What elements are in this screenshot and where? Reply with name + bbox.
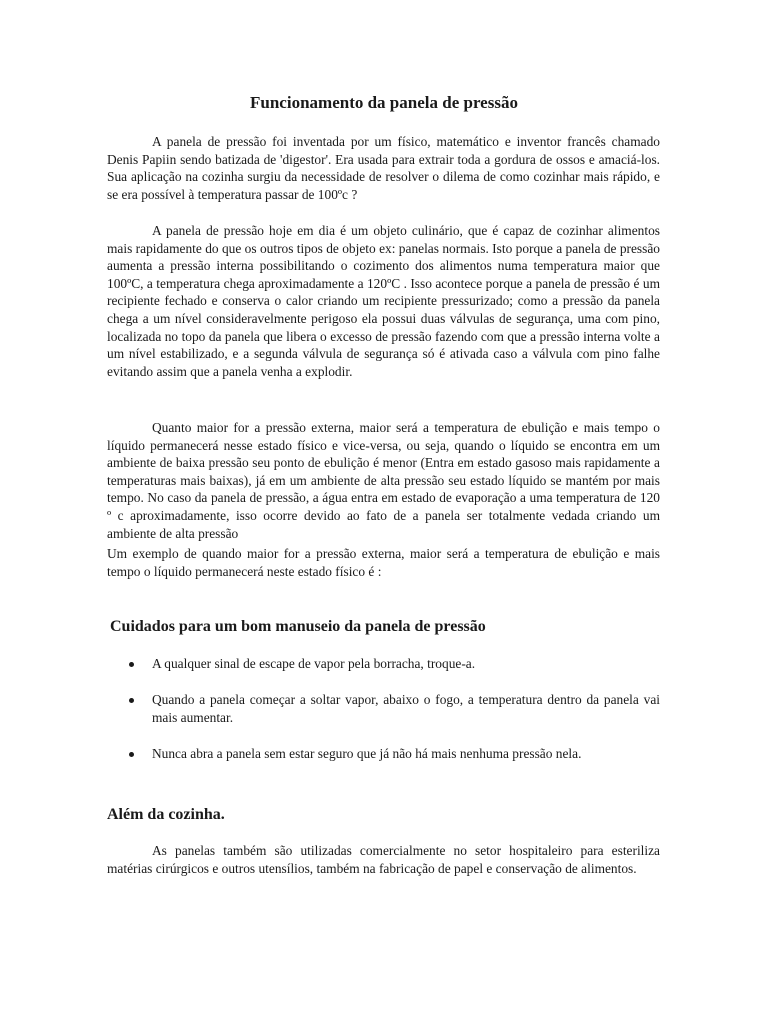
paragraph-pressure-boiling: Quanto maior for a pressão externa, maior será a temperatura de ebulição e mais tempo o líquido permanecerá nesse estado físico e vice-versa, ou seja, quando o líquido se encontra em um ambiente de baixa pressão seu ponto de ebulição é menor (Entra em estado gasoso mais rapidamente a temperaturas mais baixas), já em um ambiente de alta pressão seu estado líquido se mantém por mais tempo. No caso da panela de pressão, a água entra em estado de evaporação a uma temperatura de 120 º c aproximadamente, isso ocorre devido ao fato de a panela ser totalmente vedada criando um ambiente de alta pressão	[107, 420, 660, 541]
paragraph-example: Um exemplo de quando maior for a pressão externa, maior será a temperatura de ebulição e mais tempo o líquido permanecerá neste estado físico é :	[107, 546, 660, 579]
list-item-text: Nunca abra a panela sem estar seguro que já não há mais nenhuma pressão nela.	[152, 746, 582, 761]
list-item	[107, 691, 660, 727]
bullet-icon	[129, 662, 134, 667]
paragraph-beyond-kitchen: As panelas também são utilizadas comercialmente no setor hospitaleiro para esteriliza matérias cirúrgicos e outros utensílios, também na fabricação de papel e conservação de alimentos.	[107, 843, 660, 876]
document-title: Funcionamento da panela de pressão	[250, 93, 518, 112]
list-item-text: A qualquer sinal de escape de vapor pela borracha, troque-a.	[152, 656, 476, 671]
paragraph-history: A panela de pressão foi inventada por um físico, matemático e inventor francês chamado Denis Papiin sendo batizada de 'digestor'. Era usada para extrair toda a gordura de ossos e amaciá-los. Sua aplicação na cozinha surgiu da necessidade de resolver o dilema de como cozinhar mais rápido, e se era possível à temperatura passar de 100ºc ?	[107, 134, 660, 202]
list-item	[107, 745, 660, 763]
list-item-text: Quando a panela começar a soltar vapor, abaixo o fogo, a temperatura dentro da panela vai mais aumentar.	[152, 692, 660, 725]
bullet-icon	[129, 752, 134, 757]
section-heading-beyond: Além da cozinha.	[107, 806, 225, 823]
list-item	[107, 655, 660, 673]
care-bullet-list	[107, 655, 660, 763]
bullet-icon	[129, 698, 134, 703]
paragraph-how-it-works: A panela de pressão hoje em dia é um objeto culinário, que é capaz de cozinhar alimentos mais rapidamente do que os outros tipos de objeto ex: panelas normais. Isto porque a panela de pressão aumenta a pressão interna possibilitando o cozimento dos alimentos numa temperatura maior que 100ºC, a temperatura chega aproximadamente a 120ºC . Isso acontece porque a panela de pressão é um recipiente fechado e conserva o calor criando um recipiente pressurizado; como a pressão da panela chega a um nível consideravelmente perigoso ela possui duas válvulas de segurança, uma com pino, localizada no topo da panela que libera o excesso de pressão fazendo com que a pressão interna volte a um nível estabilizado, e a segunda válvula de segurança só é ativada caso a válvula com pino falhe evitando assim que a panela venha a explodir.	[107, 223, 660, 379]
section-heading-care: Cuidados para um bom manuseio da panela de pressão	[110, 618, 486, 635]
